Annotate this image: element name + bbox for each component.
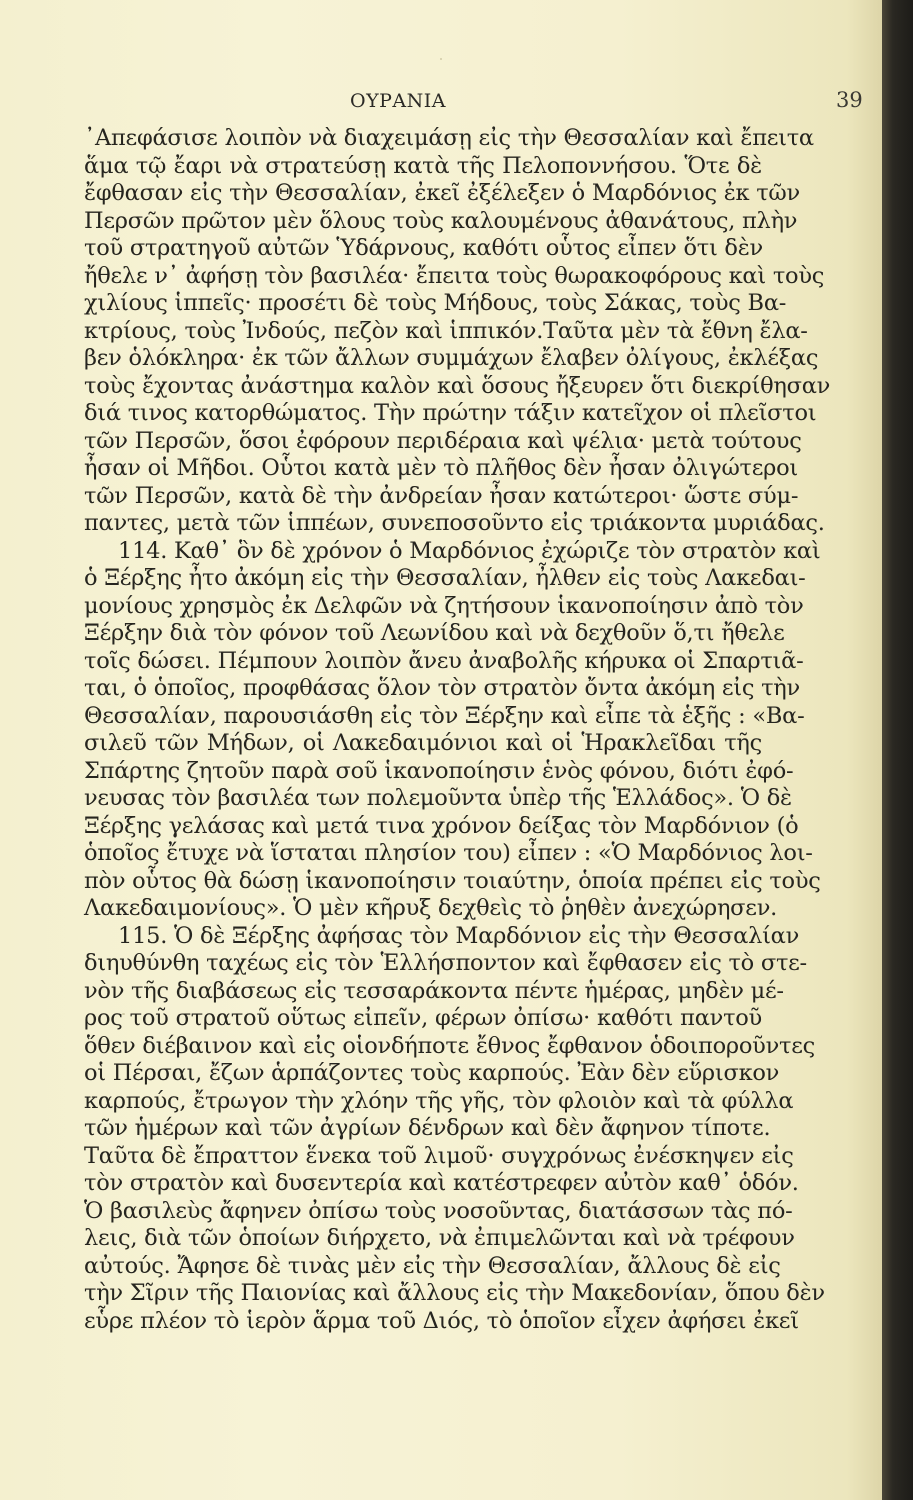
body-text: [84, 125, 831, 1335]
text-line: ἅμα τῷ ἔαρι νὰ στρατεύσῃ κατὰ τῆς Πελοποννήσου. Ὅτε δὲ: [84, 152, 762, 179]
text-line: Ξέρξην διὰ τὸν φόνον τοῦ Λεωνίδου καὶ νὰ δεχθοῦν ὅ,τι ἤθελε: [84, 620, 785, 646]
text-line: ὅθεν διέβαινον καὶ εἰς οἱονδήποτε ἔθνος ἔφθανον ὁδοιποροῦντες: [84, 1032, 815, 1059]
text-line: τῶν ἡμέρων καὶ τῶν ἀγρίων δένδρων καὶ δὲν ἄφηνον τίποτε.: [84, 1115, 771, 1141]
text-line: κτρίους, τοὺς Ἰνδούς, πεζὸν καὶ ἱππικόν.Ταῦτα μὲν τὰ ἔθνη ἔλα-: [84, 317, 808, 344]
scan-background-edge: [882, 0, 913, 1500]
text-line: τοῖς δώσει. Πέμπουν λοιπὸν ἄνευ ἀναβολῆς κήρυκα οἱ Σπαρτιᾶ-: [84, 647, 804, 674]
paragraph-114-end: Λακεδαιμονίους». Ὁ μὲν κῆρυξ δεχθεὶς τὸ ῥηθὲν ἀνεχώρησεν.: [84, 895, 778, 921]
text-line: νὸν τῆς διαβάσεως εἰς τεσσαράκοντα πέντε ἡμέρας, μηδὲν μέ-: [84, 977, 784, 1004]
text-line: σιλεῦ τῶν Μήδων, οἱ Λακεδαιμόνιοι καὶ οἱ Ἡρακλεῖδαι τῆς: [84, 730, 762, 756]
page-number: 39: [836, 88, 863, 112]
text-line: ᾿Απεφάσισε λοιπὸν νὰ διαχειμάσῃ εἰς τὴν Θεσσαλίαν καὶ ἔπειτα: [84, 125, 814, 151]
text-line: τὴν Σῖριν τῆς Παιονίας καὶ ἄλλους εἰς τὴν Μακεδονίαν, ὅπου δὲν: [84, 1280, 825, 1306]
text-line: παντες, μετὰ τῶν ἱππέων, συνεποσοῦντο εἰς τριάκοντα μυριάδας.: [84, 510, 825, 536]
text-line: ἦσαν οἱ Μῆδοι. Οὗτοι κατὰ μὲν τὸ πλῆθος δὲν ἦσαν ὀλιγώτεροι: [84, 455, 798, 481]
page-header: [0, 84, 882, 120]
text-line: πὸν οὗτος θὰ δώσῃ ἱκανοποίησιν τοιαύτην, ὁποία πρέπει εἰς τοὺς: [84, 867, 821, 894]
text-line: τῶν Περσῶν, κατὰ δὲ τὴν ἀνδρείαν ἦσαν κατώτεροι· ὥστε σύμ-: [84, 482, 799, 509]
text-line: εὗρε πλέον τὸ ἱερὸν ἅρμα τοῦ Διός, τὸ ὁποῖον εἶχεν ἀφήσει ἐκεῖ: [84, 1307, 799, 1334]
paragraph-114-start: 114. Καθ᾿ ὃν δὲ χρόνον ὁ Μαρδόνιος ἐχώριζε τὸν στρατὸν καὶ: [118, 537, 821, 564]
text-line: Ξέρξης γελάσας καὶ μετά τινα χρόνον δείξας τὸν Μαρδόνιον (ὁ: [84, 812, 799, 839]
running-title: ΟΥΡΑΝΙΑ: [350, 90, 446, 112]
text-line: ὁ Ξέρξης ἦτο ἀκόμη εἰς τὴν Θεσσαλίαν, ἦλθεν εἰς τοὺς Λακεδαι-: [84, 565, 806, 591]
text-line: τῶν Περσῶν, ὅσοι ἐφόρουν περιδέραια καὶ ψέλια· μετὰ τούτους: [84, 427, 802, 454]
text-line: ρος τοῦ στρατοῦ οὕτως εἰπεῖν, φέρων ὀπίσω· καθότι παντοῦ: [84, 1005, 762, 1031]
text-line: μονίους χρησμὸς ἐκ Δελφῶν νὰ ζητήσουν ἱκανοποίησιν ἀπὸ τὸν: [84, 592, 804, 619]
text-line: Σπάρτης ζητοῦν παρὰ σοῦ ἱκανοποίησιν ἑνὸς φόνου, διότι ἐφό-: [84, 757, 794, 784]
text-line: καρπούς, ἔτρωγον τὴν χλόην τῆς γῆς, τὸν φλοιὸν καὶ τὰ φύλλα: [84, 1087, 794, 1114]
text-line: τὸν στρατὸν καὶ δυσεντερία καὶ κατέστρεφεν αὐτὸν καθ᾿ ὁδόν.: [84, 1170, 799, 1196]
text-line: τοῦ στρατηγοῦ αὐτῶν Ὑδάρνους, καθότι οὗτος εἶπεν ὅτι δὲν: [84, 235, 763, 261]
text-line: διά τινος κατορθώματος. Τὴν πρώτην τάξιν κατεῖχον οἱ πλεῖστοι: [84, 400, 817, 426]
text-line: ἔφθασαν εἰς τὴν Θεσσαλίαν, ἐκεῖ ἐξέλεξεν ὁ Μαρδόνιος ἐκ τῶν: [84, 180, 800, 206]
text-line: οἱ Πέρσαι, ἔζων ἁρπάζοντες τοὺς καρπούς. Ἐὰν δὲν εὕρισκον: [84, 1060, 780, 1086]
text-line: ἤθελε ν᾿ ἀφήσῃ τὸν βασιλέα· ἔπειτα τοὺς θωρακοφόρους καὶ τοὺς: [84, 262, 825, 289]
text-line: διηυθύνθη ταχέως εἰς τὸν Ἑλλήσποντον καὶ ἔφθασεν εἰς τὸ στε-: [84, 950, 807, 976]
text-line: χιλίους ἱππεῖς· προσέτι δὲ τοὺς Μήδους, τοὺς Σάκας, τοὺς Βα-: [84, 290, 787, 316]
text-line: αὐτούς. Ἄφησε δὲ τινὰς μὲν εἰς τὴν Θεσσαλίαν, ἄλλους δὲ εἰς: [84, 1252, 781, 1279]
speck: [440, 58, 442, 60]
text-line: Ὁ βασιλεὺς ἄφηνεν ὀπίσω τοὺς νοσοῦντας, διατάσσων τὰς πό-: [84, 1197, 793, 1224]
text-line: ὁποῖος ἔτυχε νὰ ἵσταται πλησίον του) εἶπεν : «Ὁ Μαρδόνιος λοι-: [84, 840, 813, 866]
text-line: Περσῶν πρῶτον μὲν ὅλους τοὺς καλουμένους ἀθανάτους, πλὴν: [84, 207, 798, 234]
text-line: τοὺς ἔχοντας ἀνάστημα καλὸν καὶ ὅσους ἤξευρεν ὅτι διεκρίθησαν: [84, 372, 831, 399]
text-line: λεις, διὰ τῶν ὁποίων διήρχετο, νὰ ἐπιμελῶνται καὶ νὰ τρέφουν: [84, 1225, 795, 1251]
text-line: Ταῦτα δὲ ἔπραττον ἕνεκα τοῦ λιμοῦ· συγχρόνως ἐνέσκηψεν εἰς: [84, 1142, 794, 1169]
text-line: Θεσσαλίαν, παρουσιάσθη εἰς τὸν Ξέρξην καὶ εἶπε τὰ ἑξῆς : «Βα-: [84, 702, 805, 729]
paragraph-115-start: 115. Ὁ δὲ Ξέρξης ἀφήσας τὸν Μαρδόνιον εἰς τὴν Θεσσαλίαν: [118, 922, 800, 949]
text-line: βεν ὁλόκληρα· ἐκ τῶν ἄλλων συμμάχων ἔλαβεν ὀλίγους, ἐκλέξας: [84, 345, 819, 371]
text-line: ται, ὁ ὁποῖος, προφθάσας ὅλον τὸν στρατὸν ὄντα ἀκόμη εἰς τὴν: [84, 675, 800, 701]
text-line: νευσας τὸν βασιλέα των πολεμοῦντα ὑπὲρ τῆς Ἑλλάδος». Ὁ δὲ: [84, 785, 792, 811]
